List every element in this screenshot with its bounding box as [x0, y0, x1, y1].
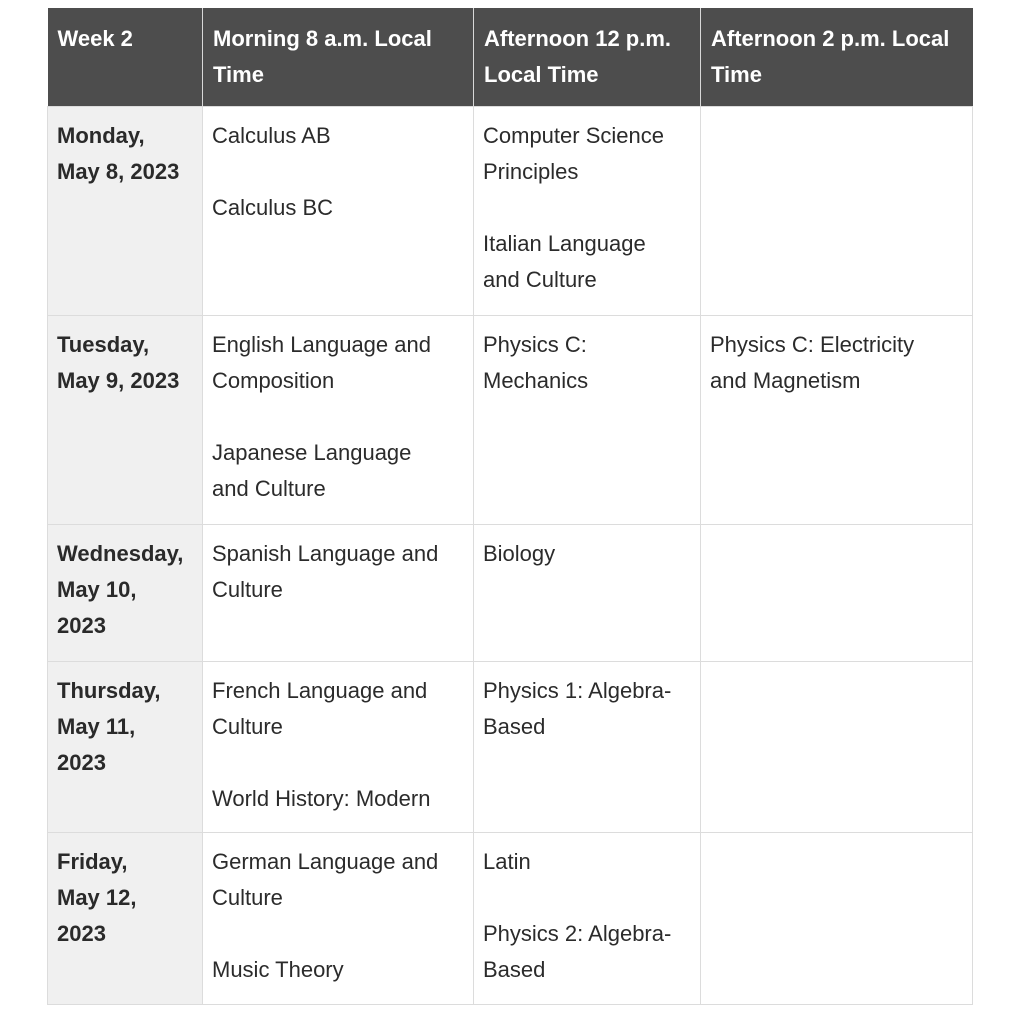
subject-line: French Language and [212, 678, 428, 703]
header-noon [474, 8, 701, 107]
header-afternoon-local: Local Time [711, 26, 950, 87]
day-year: 2023 [57, 613, 106, 638]
subject-line: Physics C: Electricity [710, 332, 915, 357]
table-row [48, 525, 973, 662]
header-morning [203, 8, 474, 107]
subject-line: Italian Language [483, 231, 646, 256]
morning-cell [203, 833, 474, 1005]
afternoon-cell [701, 525, 973, 662]
header-morning-local: Local Time [213, 26, 432, 87]
day-cell [48, 107, 203, 316]
day-cell [48, 525, 203, 662]
table-row [48, 662, 973, 833]
subject: World History: Modern [212, 786, 431, 811]
afternoon-cell [701, 833, 973, 1005]
header-week [48, 8, 203, 107]
header-afternoon [701, 8, 973, 107]
afternoon-cell [701, 662, 973, 833]
subject-line: Spanish Language and [212, 541, 439, 566]
day-name: Friday, [57, 849, 128, 874]
subject-line: Physics 1: Algebra- [483, 678, 672, 703]
morning-cell [203, 525, 474, 662]
subject-line: German Language and [212, 849, 439, 874]
day-date: May 10, [57, 577, 137, 602]
day-cell [48, 662, 203, 833]
subject-line: Japanese Language [212, 440, 412, 465]
header-afternoon-time: Afternoon 2 p.m. [711, 26, 886, 51]
day-date: May 9, 2023 [57, 368, 180, 393]
subject: Calculus BC [212, 195, 334, 220]
table-row [48, 833, 973, 1005]
subject: Calculus AB [212, 123, 331, 148]
subject-line: Physics C: [483, 332, 587, 357]
subject-line: Based [483, 957, 546, 982]
subject-line: Based [483, 714, 546, 739]
table-row [48, 107, 973, 316]
noon-cell [474, 833, 701, 1005]
afternoon-cell [701, 107, 973, 316]
noon-cell [474, 316, 701, 525]
subject: Latin [483, 849, 531, 874]
subject-line: Mechanics [483, 368, 589, 393]
day-name: Wednesday, [57, 541, 184, 566]
header-noon-local: Local Time [484, 62, 599, 87]
afternoon-cell [701, 316, 973, 525]
subject-line: Culture [212, 577, 283, 602]
header-morning-time: Morning 8 a.m. [213, 26, 369, 51]
subject-line: Culture [212, 714, 283, 739]
day-date: May 12, [57, 885, 137, 910]
subject-line: and Culture [212, 476, 326, 501]
day-cell [48, 833, 203, 1005]
table-body [48, 107, 973, 1005]
subject-line: Culture [212, 885, 283, 910]
morning-cell [203, 107, 474, 316]
day-date: May 8, 2023 [57, 159, 180, 184]
header-row [48, 8, 973, 107]
morning-cell [203, 316, 474, 525]
subject-line: Physics 2: Algebra- [483, 921, 672, 946]
subject: Music Theory [212, 957, 344, 982]
noon-cell [474, 525, 701, 662]
subject-line: Principles [483, 159, 579, 184]
day-name: Monday, [57, 123, 145, 148]
subject-line: and Magnetism [710, 368, 861, 393]
header-noon-time: Afternoon 12 p.m. [484, 26, 672, 51]
noon-cell [474, 662, 701, 833]
table-row [48, 316, 973, 525]
subject-line: English Language and [212, 332, 431, 357]
morning-cell [203, 662, 474, 833]
noon-cell [474, 107, 701, 316]
day-name: Thursday, [57, 678, 161, 703]
subject: Biology [483, 541, 556, 566]
exam-schedule-table [47, 8, 973, 1005]
day-date: May 11, [57, 714, 136, 739]
subject-line: and Culture [483, 267, 597, 292]
subject-line: Composition [212, 368, 335, 393]
header-week-label: Week 2 [57, 26, 133, 51]
table-header [48, 8, 973, 107]
day-name: Tuesday, [57, 332, 150, 357]
subject-line: Computer Science [483, 123, 664, 148]
day-year: 2023 [57, 750, 106, 775]
day-cell [48, 316, 203, 525]
day-year: 2023 [57, 921, 106, 946]
